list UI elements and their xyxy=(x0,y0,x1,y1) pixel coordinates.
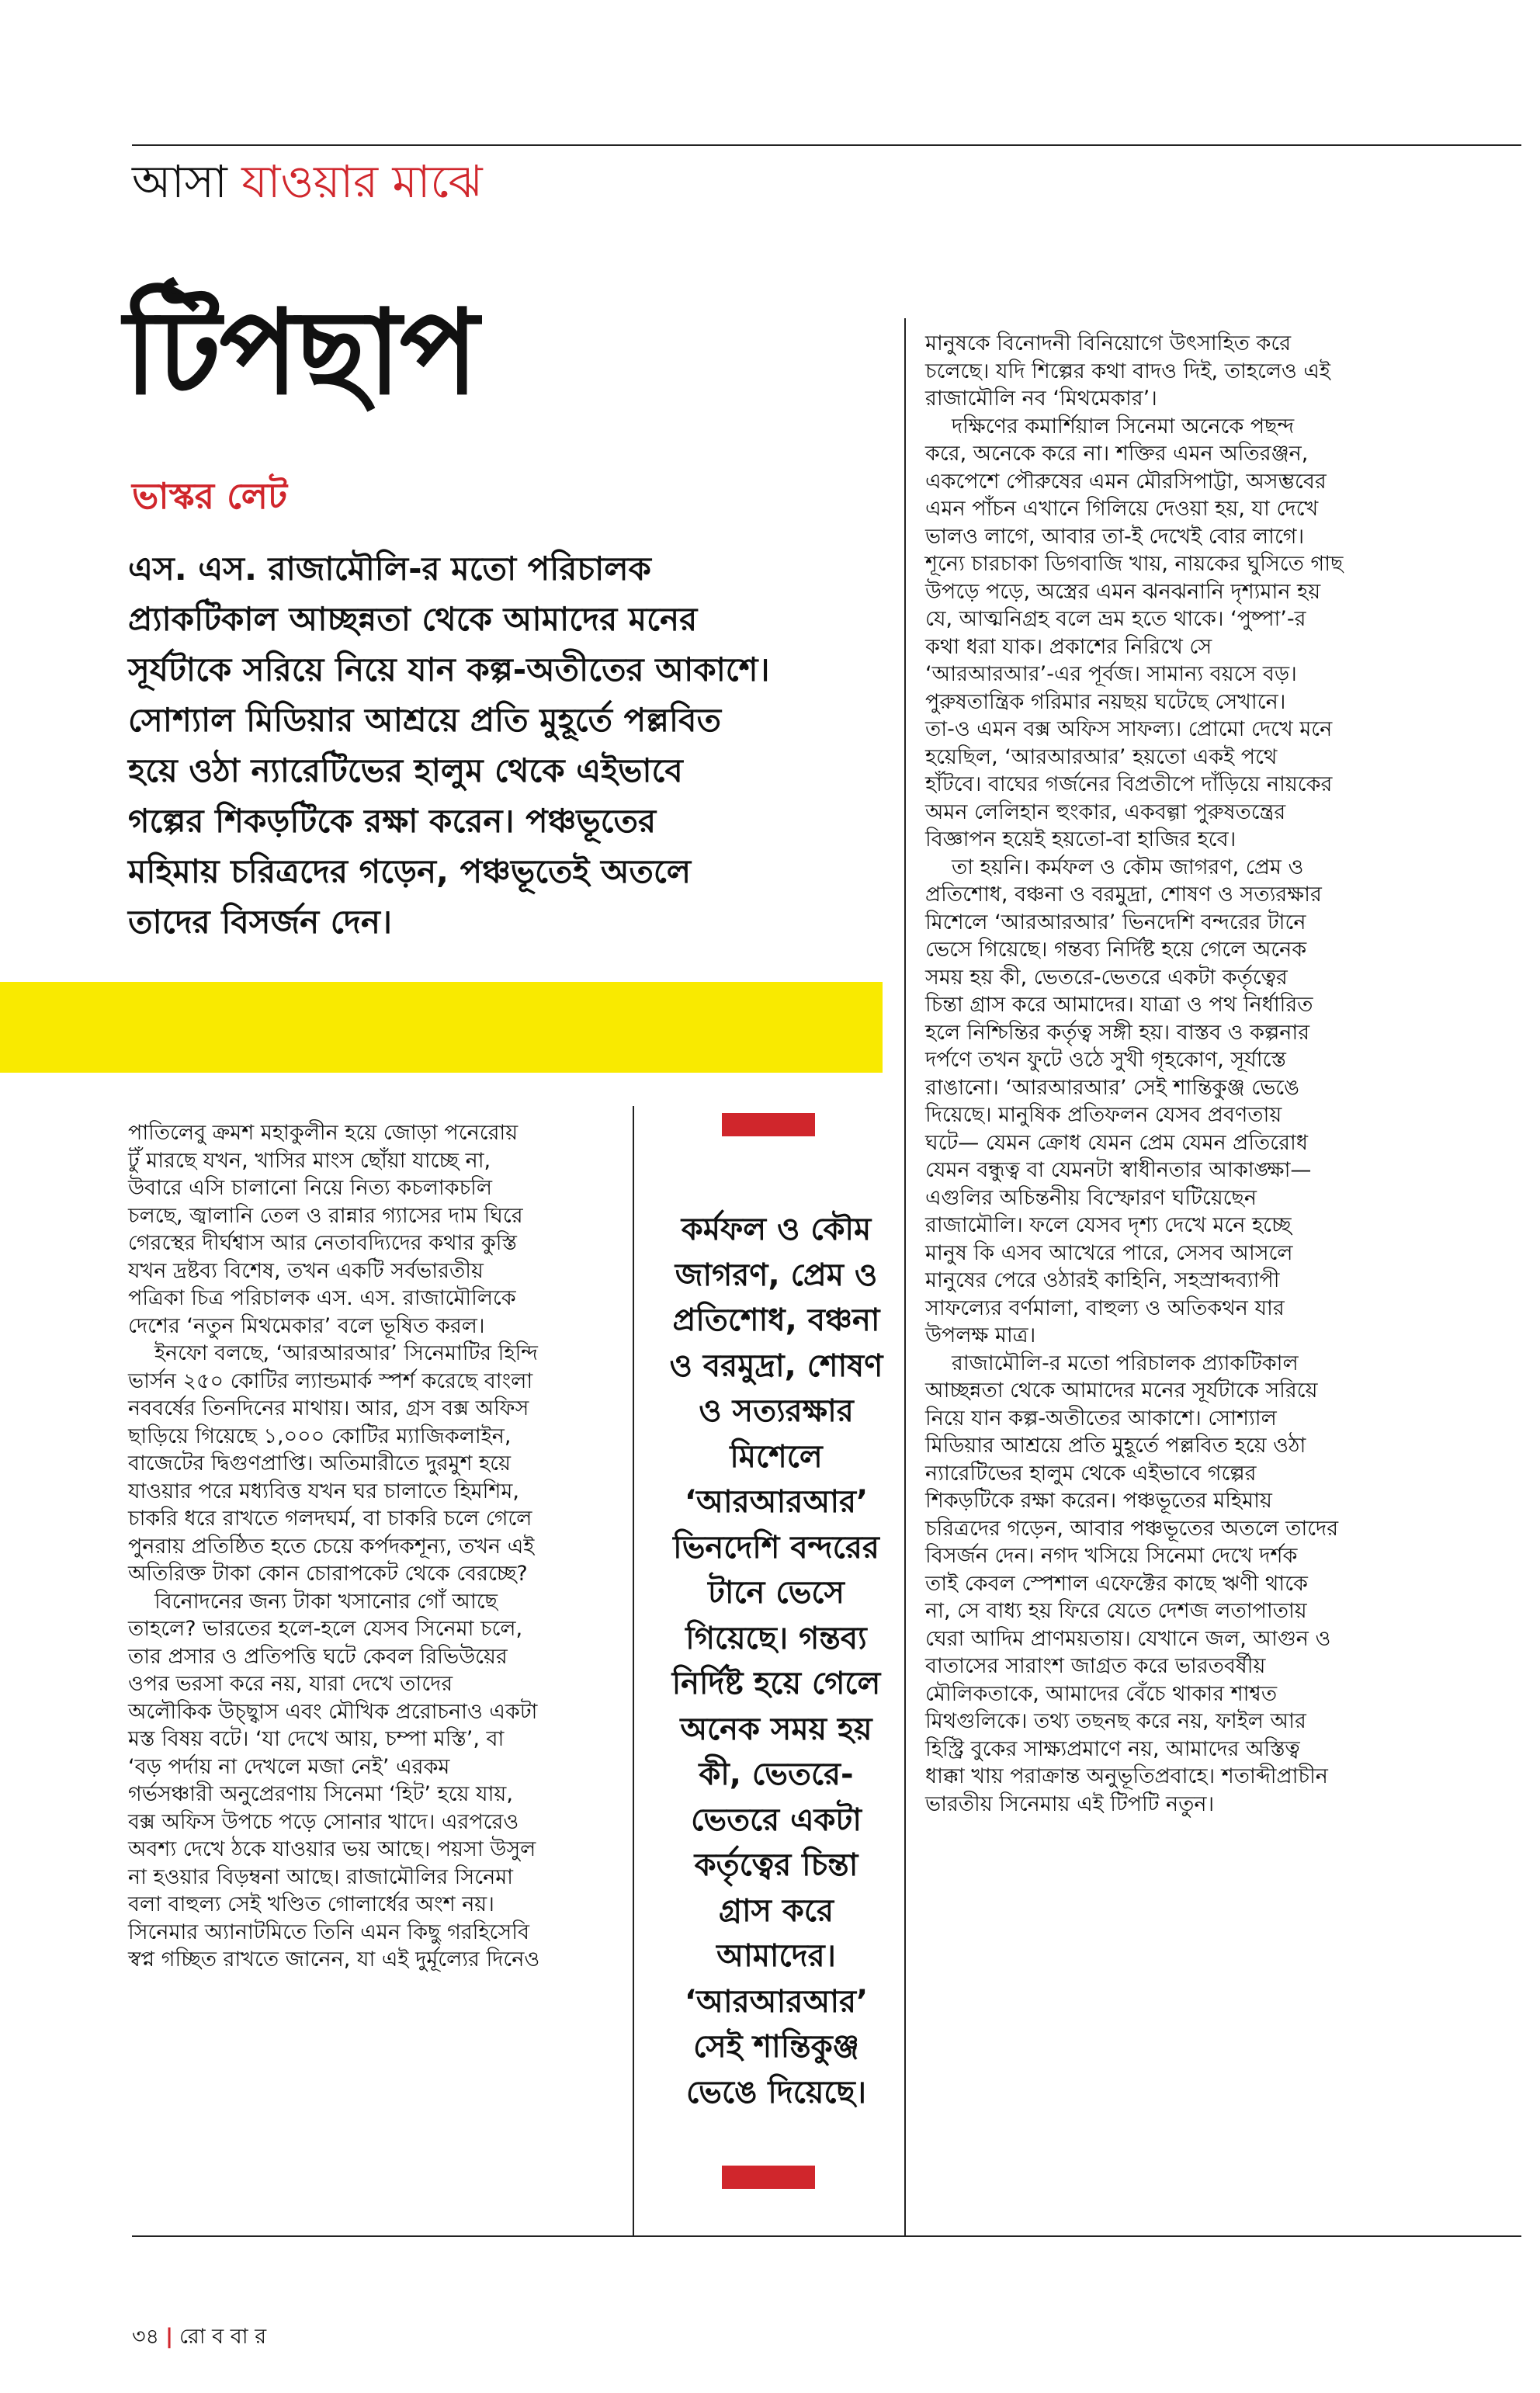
body-column-left xyxy=(128,1119,625,1974)
body-line: যেমন বন্ধুত্ব বা যেমনটা স্বাধীনতার আকাঙ্ক্ষা— xyxy=(925,1158,1312,1182)
body-line: ঘটে— যেমন ক্রোধ যেমন প্রেম যেমন প্রতিরোধ xyxy=(925,1130,1308,1155)
body-line: পুনরায় প্রতিষ্ঠিত হতে চেয়ে কর্পদকশূন্য, তখন এই xyxy=(128,1534,535,1559)
pullquote-line: গিয়েছে। গন্তব্য xyxy=(685,1620,867,1656)
pullquote-top-bar xyxy=(722,1113,815,1136)
pullquote-line: নির্দিষ্ট হয়ে গেলে xyxy=(671,1666,881,1701)
body-line: নববর্ষের তিনদিনের মাথায়। আর, গ্রস বক্স অফিস xyxy=(128,1396,529,1420)
body-line: তাহলে? ভারতের হলে-হলে যেসব সিনেমা চলে, xyxy=(128,1617,523,1641)
pullquote-line: কর্মফল ও কৌম xyxy=(681,1212,872,1247)
pullquote-line: কর্তৃত্বের চিন্তা xyxy=(694,1847,858,1883)
body-line: মিথগুলিকে। তথ্য তছনছ করে নয়, ফাইল আর xyxy=(925,1709,1306,1733)
body-line: কথা ধরা যাক। প্রকাশের নিরিখে সে xyxy=(925,634,1212,659)
body-line: চলছে, জ্বালানি তেল ও রান্নার গ্যাসের দাম ঘিরে xyxy=(128,1203,523,1228)
body-line: না, সে বাধ্য হয় ফিরে যেতে দেশজ লতাপাতায় xyxy=(925,1599,1307,1623)
pullquote-line: ভেতরে একটা xyxy=(691,1802,862,1838)
body-line: অমন লেলিহান হুংকার, একবল্গা পুরুষতন্ত্রের xyxy=(925,799,1286,824)
body-line: বক্স অফিস উপচে পড়ে সোনার খাদে। এরপরেও xyxy=(128,1809,519,1834)
body-line: আচ্ছন্নতা থেকে আমাদের মনের সূর্যটাকে সরিয়ে xyxy=(925,1379,1318,1403)
body-line: চলেছে। যদি শিল্পের কথা বাদও দিই, তাহলেও এই xyxy=(925,359,1330,383)
page-folio xyxy=(132,2321,266,2356)
body-line: তা হয়নি। কর্মফল ও কৌম জাগরণ, প্রেম ও xyxy=(952,855,1304,879)
body-line: যে, আত্মনিগ্রহ বলে ভ্রম হতে থাকে। ‘পুষ্পা’-র xyxy=(925,607,1306,631)
body-line: দিয়েছে। মানুষিক প্রতিফলন যেসব প্রবণতায় xyxy=(925,1103,1282,1127)
byline: ভাস্কর লেট xyxy=(132,475,288,517)
pullquote-line: ভেঙে দিয়েছে। xyxy=(685,2074,867,2110)
body-line: উপড়ে পড়ে, অস্ত্রের এমন ঝনঝনানি দৃশ্যমান হয় xyxy=(925,579,1321,604)
body-line: ছাড়িয়ে গিয়েছে ১,০০০ কোটির ম্যাজিকলাইন, xyxy=(128,1424,512,1448)
pullquote-line: প্রতিশোধ, বঞ্চনা xyxy=(672,1302,880,1338)
magazine-name: রো ব বা র xyxy=(179,2325,267,2349)
body-line: তার প্রসার ও প্রতিপত্তি ঘটে কেবল রিভিউয়ের xyxy=(128,1644,508,1669)
pullquote-line: ‘আরআরআর’ xyxy=(684,1983,869,2020)
yellow-highlight-band xyxy=(0,982,883,1073)
body-line: ধাক্কা খায় পরাক্রান্ত অনুভূতিপ্রবাহে। শতাব্দীপ্রাচীন xyxy=(925,1764,1328,1788)
body-line: নিয়ে যান কল্প-অতীতের আকাশে। সোশ্যাল xyxy=(925,1406,1277,1431)
pullquote-line: গ্রাস করে xyxy=(719,1892,834,1929)
pullquote-line: জাগরণ, প্রেম ও xyxy=(675,1257,878,1293)
pullquote-line: অনেক সময় হয় xyxy=(680,1711,872,1747)
body-line: ভেসে গিয়েছে। গন্তব্য নির্দিষ্ট হয়ে গেলে অনেক xyxy=(925,938,1307,962)
pullquote-line: ও সত্যরক্ষার xyxy=(699,1393,854,1429)
standfirst-line: সূর্যটাকে সরিয়ে নিয়ে যান কল্প-অতীতের আকাশে। xyxy=(128,650,770,688)
standfirst-line: হয়ে ওঠা ন্যারেটিভের হালুম থেকে এইভাবে xyxy=(128,751,683,789)
body-line: সিনেমার অ্যানাটমিতে তিনি এমন কিছু গরহিসেবি xyxy=(128,1920,529,1944)
page-number: ৩৪ xyxy=(132,2325,160,2349)
section-label-prefix: আসা xyxy=(132,155,227,208)
body-line: ভার্সন ২৫০ কোটির ল্যান্ডমার্ক স্পর্শ করেছে বাংলা xyxy=(128,1368,533,1393)
body-line: বিসর্জন দেন। নগদ খসিয়ে সিনেমা দেখে দর্শক xyxy=(925,1544,1298,1568)
pullquote-line: মিশেলে xyxy=(730,1438,823,1475)
body-line: তা-ও এমন বক্স অফিস সাফল্য। প্রোমো দেখে মনে xyxy=(925,717,1333,741)
body-line: রাজামৌলি। ফলে যেসব দৃশ্য দেখে মনে হচ্ছে xyxy=(925,1213,1292,1237)
body-line: এগুলির অচিন্তনীয় বিস্ফোরণ ঘটিয়েছেন xyxy=(925,1185,1257,1210)
body-line: পাতিলেবু ক্রমশ মহাকুলীন হয়ে জোড়া পনেরোয় xyxy=(128,1121,519,1145)
pullquote-line: টানে ভেসে xyxy=(708,1575,845,1611)
body-line: একপেশে পৌরুষের এমন মৌরসিপাট্টা, অসম্ভবের xyxy=(925,469,1327,494)
body-line: গেরস্থের দীর্ঘশ্বাস আর নেতাবদ্যিদের কথার কুস্তি xyxy=(128,1231,517,1255)
body-column-right xyxy=(925,330,1492,1818)
body-line: বাজেটের দ্বিগুণপ্রাপ্তি। অতিমারীতে দুরমুশ হয়ে xyxy=(128,1451,512,1476)
body-line: মানুষ কি এসব আখেরে পারে, সেসব আসলে xyxy=(925,1240,1293,1265)
body-line: দর্পণে তখন ফুটে ওঠে সুখী গৃহকোণ, সূর্যাস্তে xyxy=(925,1048,1286,1072)
body-line: মিশেলে ‘আরআরআর’ ভিনদেশি বন্দরের টানে xyxy=(925,910,1306,935)
body-line: হলে নিশ্চিন্তির কর্তৃত্ব সঙ্গী হয়। বাস্তব ও কল্পনার xyxy=(925,1020,1310,1045)
body-line: বিনোদনের জন্য টাকা খসানোর গোঁ আছে xyxy=(154,1589,498,1614)
standfirst-line: গল্পের শিকড়টিকে রক্ষা করেন। পঞ্চভূতের xyxy=(128,802,657,840)
section-label-highlight: যাওয়ার মাঝে xyxy=(241,155,483,208)
body-line: টুঁ মারছে যখন, খাসির মাংস ছোঁয়া যাচ্ছে না, xyxy=(128,1148,491,1173)
body-line: মানুষকে বিনোদনী বিনিয়োগে উৎসাহিত করে xyxy=(925,331,1292,355)
pullquote-line: আমাদের। xyxy=(716,1938,836,1974)
pullquote xyxy=(644,1207,908,2115)
body-line: ‘আরআরআর’-এর পূর্বজ। সামান্য বয়সে বড়। xyxy=(925,662,1297,686)
body-line: বাতাসের সারাংশ জাগ্রত করে ভারতবর্ষীয় xyxy=(925,1654,1266,1678)
pullquote-line: ‘আরআরআর’ xyxy=(684,1484,869,1520)
body-line: ভারতীয় সিনেমায় এই টিপটি নতুন। xyxy=(925,1791,1215,1816)
body-line: প্রতিশোধ, বঞ্চনা ও বরমুদ্রা, শোষণ ও সত্যরক্ষার xyxy=(925,883,1322,907)
body-line: চরিত্রদের গড়েন, আবার পঞ্চভূতের অতলে তাদের xyxy=(925,1516,1339,1541)
body-line: উবারে এসি চালানো নিয়ে নিত্য কচলাকচলি xyxy=(128,1176,492,1200)
pullquote-bottom-bar xyxy=(722,2166,815,2189)
body-line: হিস্ট্রি বুকের সাক্ষ্যপ্রমাণে নয়, আমাদের অস্তিত্ব xyxy=(925,1736,1300,1761)
body-line: না হওয়ার বিড়ম্বনা আছে। রাজামৌলির সিনেমা xyxy=(128,1864,514,1889)
body-line: চাকরি ধরে রাখতে গলদঘর্ম, বা চাকরি চলে গেলে xyxy=(128,1507,532,1531)
standfirst-line: প্র্যাকটিকাল আচ্ছন্নতা থেকে আমাদের মনের xyxy=(128,600,698,638)
body-line: গর্ভসঞ্চারী অনুপ্রেরণায় সিনেমা ‘হিট’ হয়ে যায়, xyxy=(128,1782,513,1806)
body-line: অলৌকিক উচ্ছ্বাস এবং মৌখিক প্ররোচনাও একটা xyxy=(128,1699,538,1724)
body-line: যাওয়ার পরে মধ্যবিত্ত যখন ঘর চালাতে হিমশিম, xyxy=(128,1479,519,1503)
body-line: ঘেরা আদিম প্রাণময়তায়। যেখানে জল, আগুন ও xyxy=(925,1626,1331,1651)
pullquote-line: ও বরমুদ্রা, শোষণ xyxy=(669,1347,883,1384)
body-line: উপলক্ষ মাত্র। xyxy=(925,1323,1036,1347)
standfirst-line: তাদের বিসর্জন দেন। xyxy=(128,903,392,941)
folio-divider: | xyxy=(165,2325,173,2349)
body-line: ইনফো বলছে, ‘আরআরআর’ সিনেমাটির হিন্দি xyxy=(154,1341,538,1365)
standfirst-line: মহিমায় চরিত্রদের গড়েন, পঞ্চভূতেই অতলে xyxy=(128,852,692,890)
body-line: হয়েছিল, ‘আরআরআর’ হয়তো একই পথে xyxy=(925,744,1278,769)
body-line: রাঙানো। ‘আরআরআর’ সেই শান্তিকুঞ্জ ভেঙে xyxy=(925,1075,1299,1100)
body-line: রাজামৌলি নব ‘মিথমেকার’। xyxy=(925,387,1157,411)
body-line: মিডিয়ার আশ্রয়ে প্রতি মুহূর্তে পল্লবিত হয়ে ওঠা xyxy=(925,1434,1306,1458)
bottom-rule xyxy=(132,2235,1521,2237)
pullquote-line: ভিনদেশি বন্দরের xyxy=(673,1529,879,1566)
body-line: মৌলিকতাকে, আমাদের বেঁচে থাকার শাশ্বত xyxy=(925,1681,1278,1706)
body-line: তাই কেবল স্পেশাল এফেক্টের কাছে ঋণী থাকে xyxy=(925,1571,1308,1596)
body-line: করে, অনেকে করে না। শক্তির এমন অতিরঞ্জন, xyxy=(925,442,1309,466)
body-line: ওপর ভরসা করে নয়, যারা দেখে তাদের xyxy=(128,1672,453,1696)
body-line: অবশ্য দেখে ঠকে যাওয়ার ভয় আছে। পয়সা উসুল xyxy=(128,1837,536,1861)
body-line: দেশের ‘নতুন মিথমেকার’ বলে ভূষিত করল। xyxy=(128,1313,485,1338)
body-line: সময় হয় কী, ভেতরে-ভেতরে একটা কর্তৃত্বের xyxy=(925,965,1288,990)
left-column-divider xyxy=(633,1106,634,2235)
body-line: হাঁটবে। বাঘের গর্জনের বিপ্রতীপে দাঁড়িয়ে নায়কের xyxy=(925,772,1333,796)
section-label xyxy=(132,155,483,208)
body-line: মস্ত বিষয় বটে। ‘যা দেখে আয়, চম্পা মস্তি’, বা xyxy=(128,1727,505,1751)
body-line: শূন্যে চারচাকা ডিগবাজি খায়, নায়কের ঘুসিতে গাছ xyxy=(925,552,1344,576)
body-line: বলা বাহুল্য সেই খণ্ডিত গোলার্ধের অংশ নয়। xyxy=(128,1892,494,1916)
body-line: অতিরিক্ত টাকা কোন চোরাপকেট থেকে বেরচ্ছে? xyxy=(128,1562,528,1586)
body-line: বিজ্ঞাপন হয়েই হয়তো-বা হাজির হবে। xyxy=(925,827,1237,851)
body-line: ‘বড় পর্দায় না দেখলে মজা নেই’ এরকম xyxy=(128,1754,450,1779)
body-line: দক্ষিণের কমার্শিয়াল সিনেমা অনেকে পছন্দ xyxy=(952,414,1295,439)
body-line: সাফল্যের বর্ণমালা, বাহুল্য ও অতিকথন যার xyxy=(925,1295,1285,1320)
pullquote-line: সেই শান্তিকুঞ্জ xyxy=(693,2029,859,2065)
body-line: চিন্তা গ্রাস করে আমাদের। যাত্রা ও পথ নির্ধারিত xyxy=(925,993,1313,1017)
pullquote-line: কী, ভেতরে- xyxy=(699,1757,854,1792)
body-line: স্বপ্ন গচ্ছিত রাখতে জানেন, যা এই দুর্মূল্যের দিনেও xyxy=(128,1947,540,1972)
body-line: যখন দ্রষ্টব্য বিশেষ, তখন একটি সর্বভারতীয় xyxy=(128,1258,484,1283)
body-line: শিকড়টিকে রক্ষা করেন। পঞ্চভূতের মহিমায় xyxy=(925,1489,1272,1513)
headline: টিপছাপ xyxy=(124,286,477,421)
top-rule xyxy=(132,144,1521,146)
body-line: ভালও লাগে, আবার তা-ই দেখেই বোর লাগে। xyxy=(925,524,1305,549)
body-line: এমন পাঁচন এখানে গিলিয়ে দেওয়া হয়, যা দেখে xyxy=(925,497,1319,521)
body-line: মানুষের পেরে ওঠারই কাহিনি, সহস্রাব্দব্যাপী xyxy=(925,1268,1280,1292)
body-line: ন্যারেটিভের হালুম থেকে এইভাবে গল্পের xyxy=(925,1461,1257,1486)
body-line: পুরুষতান্ত্রিক গরিমার নয়ছয় ঘটেছে সেখানে। xyxy=(925,689,1286,714)
standfirst-line: সোশ্যাল মিডিয়ার আশ্রয়ে প্রতি মুহূর্তে পল্লবিত xyxy=(128,701,721,739)
body-line: পত্রিকা চিত্র পরিচালক এস. এস. রাজামৌলিকে xyxy=(128,1286,516,1310)
standfirst-line: এস. এস. রাজামৌলি-র মতো পরিচালক xyxy=(128,550,651,588)
standfirst xyxy=(128,543,858,947)
body-line: রাজামৌলি-র মতো পরিচালক প্র্যাকটিকাল xyxy=(952,1351,1299,1375)
